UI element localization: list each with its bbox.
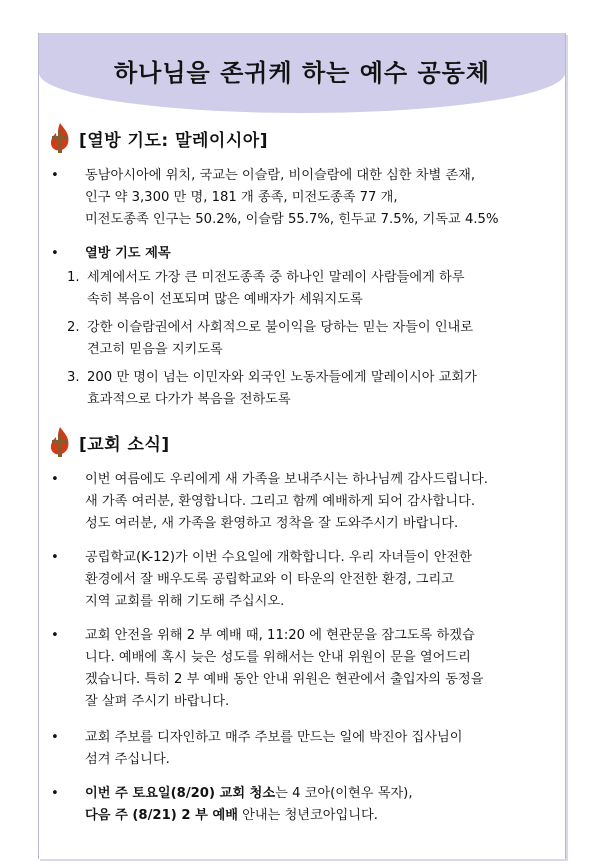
- text-line: 강한 이슬람권에서 사회적으로 불이익을 당하는 믿는 자들이 인내로: [87, 320, 474, 335]
- list-item: [51, 165, 555, 231]
- list-item: [51, 783, 555, 827]
- text-line: 세계에서도 가장 큰 미전도종족 중 하나인 말레이 사람들에게 하루: [87, 270, 465, 285]
- text-line: 잘 살펴 주시기 바랍니다.: [85, 694, 230, 709]
- list-item: [51, 243, 555, 265]
- flame-cross-icon: [47, 425, 73, 459]
- item-number: 3.: [67, 370, 80, 385]
- text-line: 성도 여러분, 새 가족을 환영하고 정착을 잘 도와주시기 바랍니다.: [85, 516, 459, 531]
- text-line: 이번 여름에도 우리에게 새 가족을 보내주시는 하나님께 감사드립니다.: [85, 472, 488, 487]
- bullet-dot: •: [51, 472, 59, 487]
- numbered-item: [67, 317, 557, 361]
- flame-cross-icon: [47, 121, 73, 155]
- bullet-dot: •: [51, 730, 59, 745]
- title-banner: [39, 33, 565, 113]
- text-line: 미전도종족 인구는 50.2%, 이슬람 55.7%, 힌두교 7.5%, 기독교 4.5%: [85, 212, 499, 227]
- text-line: 200 만 명이 넘는 이민자와 외국인 노동자들에게 말레이시아 교회가: [87, 370, 477, 385]
- bulletin-page: [38, 33, 566, 859]
- cleaning-text: 는 4 코아(이현우 목자),: [275, 786, 413, 801]
- text-line: 견고히 믿음을 지키도록: [87, 342, 223, 357]
- numbered-item: [67, 367, 557, 411]
- bullet-dot: •: [51, 628, 59, 643]
- bullet-dot: •: [51, 168, 59, 183]
- text-line: 공립학교(K-12)가 이번 수요일에 개학합니다. 우리 자녀들이 안전한: [85, 550, 472, 565]
- cleaning-label: 이번 주 토요일(8/20) 교회 청소: [85, 786, 276, 801]
- item-number: 1.: [67, 270, 80, 285]
- text-line: 지역 교회를 위해 기도해 주십시오.: [85, 594, 285, 609]
- bullet-dot: •: [51, 786, 59, 801]
- usher-label: 다음 주 (8/21) 2 부 예배: [85, 808, 238, 823]
- bullet-dot: •: [51, 550, 59, 565]
- list-item: [51, 469, 555, 535]
- text-line: 환경에서 잘 배우도록 공립학교와 이 타운의 안전한 환경, 그리고: [85, 572, 454, 587]
- text-line: 겠습니다. 특히 2 부 예배 동안 안내 위원은 현관에서 출입자의 동정을: [85, 672, 484, 687]
- section-heading-news: [47, 425, 170, 459]
- text-line: 인구 약 3,300 만 명, 181 개 종족, 미전도종족 77 개,: [85, 190, 398, 205]
- bullet-dot: •: [51, 246, 59, 261]
- item-number: 2.: [67, 320, 80, 335]
- numbered-item: [67, 267, 557, 311]
- text-line: 니다. 예배에 혹시 늦은 성도를 위해서는 안내 위원이 문을 열어드리: [85, 650, 471, 665]
- list-item: [51, 727, 555, 771]
- text-line: 새 가족 여러분, 환영합니다. 그리고 함께 예배하게 되어 감사합니다.: [85, 494, 476, 509]
- usher-text: 안내는 청년코아입니다.: [237, 808, 378, 823]
- section-title: [교회 소식]: [79, 434, 170, 455]
- text-line: 교회 주보를 디자인하고 매주 주보를 만드는 일에 박진아 집사님이: [85, 730, 463, 745]
- text-line: 섬겨 주십니다.: [85, 752, 170, 767]
- list-item: [51, 625, 555, 713]
- subheading: 열방 기도 제목: [85, 246, 171, 261]
- text-line: 효과적으로 다가가 복음을 전하도록: [87, 392, 291, 407]
- section-heading-prayer: [47, 121, 268, 155]
- text-line: 동남아시아에 위치, 국교는 이슬람, 비이슬람에 대한 심한 차별 존재,: [85, 168, 476, 183]
- page-title: 하나님을 존귀케 하는 예수 공동체: [114, 58, 490, 87]
- text-line: 교회 안전을 위해 2 부 예배 때, 11:20 에 현관문을 잠그도록 하겠습: [85, 628, 475, 643]
- text-line: 속히 복음이 선포되며 많은 예배자가 세워지도록: [87, 292, 363, 307]
- section-title: [열방 기도: 말레이시아]: [79, 130, 268, 151]
- list-item: [51, 547, 555, 613]
